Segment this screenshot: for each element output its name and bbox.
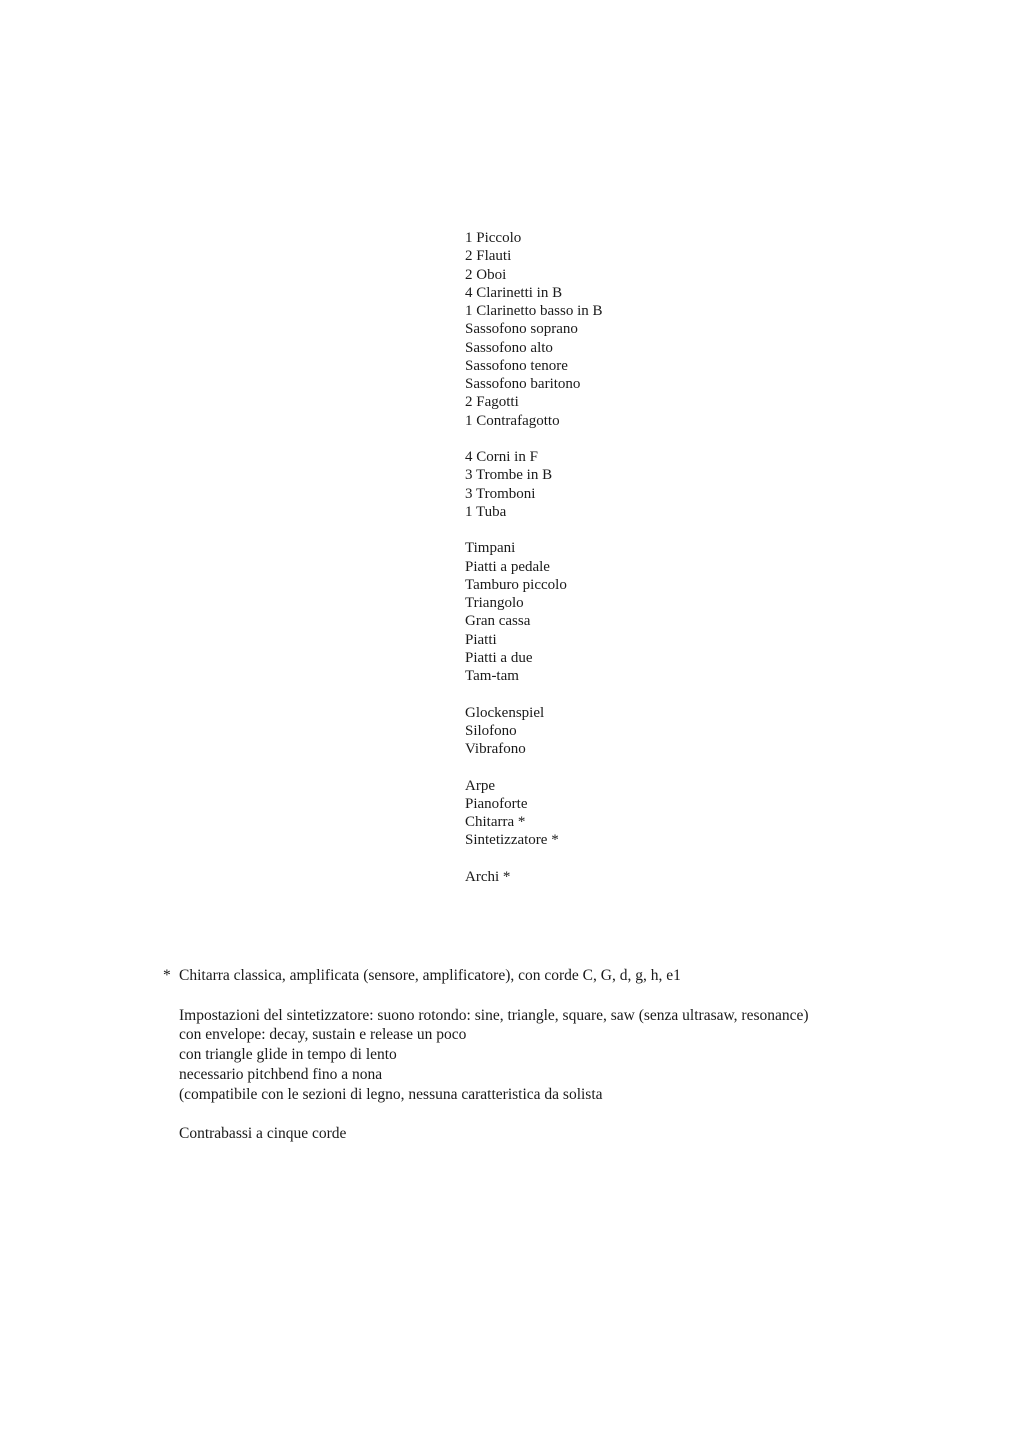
instrument-line: 3 Trombe in B xyxy=(465,467,553,484)
instrument-line: 2 Fagotti xyxy=(465,394,519,411)
group-keyboards-plucked xyxy=(465,777,765,850)
group-brass xyxy=(465,448,765,521)
instrument-line: 1 Tuba xyxy=(465,503,507,520)
synth-note-line: Impostazioni del sintetizzatore: suono rotondo: sine, triangle, square, saw (senza ultrasaw, resonance) xyxy=(179,1006,809,1024)
instrument-line: Gran cassa xyxy=(465,613,531,630)
footnotes xyxy=(163,966,983,1144)
instrument-line: 3 Tromboni xyxy=(465,485,536,502)
instrument-line: 4 Clarinetti in B xyxy=(465,284,563,301)
instrument-line: Timpani xyxy=(465,540,516,557)
footnote-strings xyxy=(179,1124,983,1144)
instrument-line: Sintetizzatore * xyxy=(465,832,559,849)
synth-note-line: con triangle glide in tempo di lento xyxy=(179,1046,397,1064)
instrument-line: 2 Oboi xyxy=(465,266,507,283)
footnote-guitar xyxy=(163,966,983,986)
instrument-line: Arpe xyxy=(465,777,495,794)
instrument-line: Tamburo piccolo xyxy=(465,576,567,593)
instrument-line: 1 Clarinetto basso in B xyxy=(465,303,603,319)
instrument-line: Piatti a due xyxy=(465,649,533,666)
instrument-line: Triangolo xyxy=(465,595,524,611)
group-percussion xyxy=(465,539,765,685)
instrument-line: Sassofono tenore xyxy=(465,357,568,374)
instrument-line: Sassofono alto xyxy=(465,339,553,356)
footnote-synth xyxy=(179,1006,983,1105)
footnote-star: * xyxy=(163,967,171,984)
instrument-line: Vibrafono xyxy=(465,741,526,757)
instrument-line: 2 Flauti xyxy=(465,248,512,265)
strings-note-line: Contrabassi a cinque corde xyxy=(179,1125,347,1143)
instrument-line: Silofono xyxy=(465,722,517,739)
instrument-line: 1 Contrafagotto xyxy=(465,412,560,429)
instrument-line: 4 Corni in F xyxy=(465,449,538,465)
synth-note-line: necessario pitchbend fino a nona xyxy=(179,1065,383,1083)
footnote-guitar-text: Chitarra classica, amplificata (sensore, amplificatore), con corde C, G, d, g, h, e1 xyxy=(179,967,681,984)
instrument-line: Piatti xyxy=(465,631,497,648)
instrumentation-list xyxy=(465,229,765,886)
synth-note-line: con envelope: decay, sustain e release un poco xyxy=(179,1026,467,1044)
instrument-line: Sassofono soprano xyxy=(465,321,578,338)
instrument-line: Archi * xyxy=(465,868,511,885)
instrument-line: 1 Piccolo xyxy=(465,230,522,246)
instrument-line: Piatti a pedale xyxy=(465,558,550,575)
group-woodwinds xyxy=(465,229,765,430)
group-mallets xyxy=(465,704,765,759)
instrument-line: Tam-tam xyxy=(465,668,519,684)
instrument-line: Chitarra * xyxy=(465,814,526,830)
synth-note-line: (compatibile con le sezioni di legno, nessuna caratteristica da solista xyxy=(179,1085,603,1103)
instrument-line: Glockenspiel xyxy=(465,704,545,721)
group-strings xyxy=(465,868,765,886)
instrument-line: Sassofono baritono xyxy=(465,376,581,392)
instrument-line: Pianoforte xyxy=(465,795,528,812)
